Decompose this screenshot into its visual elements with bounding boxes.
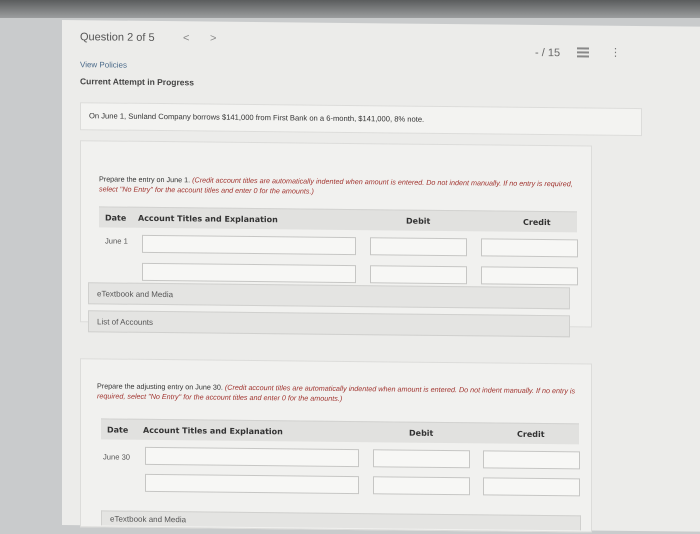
journal-table-header bbox=[101, 418, 579, 444]
chevron-left-icon[interactable]: < bbox=[183, 32, 190, 45]
credit-input-1[interactable] bbox=[481, 238, 578, 257]
problem-text: On June 1, Sunland Company borrows $141,000 from First Bank on a 6-month, $141,000, 8% note. bbox=[89, 111, 425, 124]
col-credit: Credit bbox=[523, 217, 551, 228]
journal-table-header bbox=[99, 206, 577, 232]
question-header bbox=[80, 28, 680, 60]
instruction-june-30 bbox=[97, 381, 577, 406]
debit-input-2[interactable] bbox=[370, 265, 467, 284]
col-date: Date bbox=[105, 213, 127, 223]
account-title-input-2[interactable] bbox=[145, 474, 359, 494]
score-display: - / 15 bbox=[535, 46, 561, 60]
col-date: Date bbox=[107, 425, 129, 435]
account-title-input-1[interactable] bbox=[145, 447, 359, 467]
instruction-text: Prepare the entry on June 1. bbox=[99, 174, 193, 185]
instruction-note: (Credit account titles are automatically indented when amount is entered. Do not indent manually. If no entry is required, select "No Entry" for the account titles and enter 0 for the amounts.) bbox=[99, 175, 573, 196]
credit-input-2[interactable] bbox=[483, 477, 580, 496]
col-account-titles: Account Titles and Explanation bbox=[138, 213, 278, 225]
account-title-input-1[interactable] bbox=[142, 235, 356, 255]
etextbook-label: eTextbook and Media bbox=[97, 289, 174, 300]
kebab-menu-icon[interactable]: ⋮ bbox=[610, 46, 621, 59]
instruction-text: Prepare the adjusting entry on June 30. bbox=[97, 381, 225, 392]
entry-date: June 30 bbox=[103, 452, 131, 462]
attempt-status: Current Attempt in Progress bbox=[80, 76, 194, 88]
screen-top-edge bbox=[0, 0, 700, 18]
col-debit: Debit bbox=[406, 216, 431, 226]
list-of-accounts-button[interactable] bbox=[88, 310, 570, 337]
view-policies-link[interactable]: View Policies bbox=[80, 60, 127, 70]
credit-input-1[interactable] bbox=[483, 450, 580, 469]
chevron-right-icon[interactable]: > bbox=[210, 32, 217, 45]
debit-input-1[interactable] bbox=[373, 449, 470, 468]
debit-input-1[interactable] bbox=[370, 237, 467, 256]
instruction-june-1 bbox=[99, 174, 579, 199]
list-icon[interactable] bbox=[577, 47, 589, 57]
part-june-30 bbox=[80, 358, 592, 532]
col-account-titles: Account Titles and Explanation bbox=[143, 425, 283, 437]
list-of-accounts-label: List of Accounts bbox=[97, 317, 154, 327]
etextbook-label: eTextbook and Media bbox=[110, 514, 187, 525]
account-title-input-2[interactable] bbox=[142, 263, 356, 283]
col-debit: Debit bbox=[409, 428, 434, 438]
problem-statement bbox=[80, 102, 642, 136]
etextbook-media-button[interactable] bbox=[101, 510, 581, 530]
question-number: Question 2 of 5 bbox=[80, 31, 155, 44]
entry-date: June 1 bbox=[105, 236, 128, 246]
col-credit: Credit bbox=[517, 429, 545, 440]
question-page bbox=[62, 20, 700, 532]
credit-input-2[interactable] bbox=[481, 266, 578, 285]
instruction-note: (Credit account titles are automatically indented when amount is entered. Do not indent manually. If no entry is required, select "No Entry" for the account titles and enter 0 for the amounts.) bbox=[97, 382, 576, 403]
debit-input-2[interactable] bbox=[373, 476, 470, 495]
